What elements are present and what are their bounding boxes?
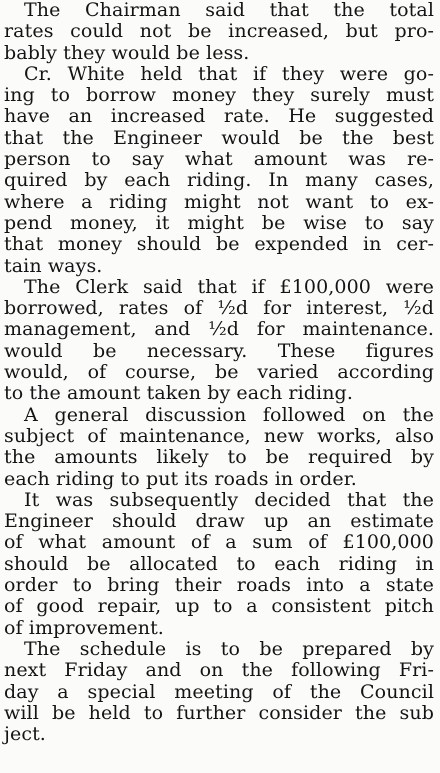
text-line: should be allocated to each riding in <box>4 552 434 575</box>
text-line: The schedule is to be prepared by <box>24 637 434 660</box>
paragraph-clerk <box>0 277 440 405</box>
text-line: pend money, it might be wise to say <box>4 211 434 234</box>
text-line: person to say what amount was re- <box>4 148 434 171</box>
text-line: order to bring their roads into a state <box>4 574 434 597</box>
paragraph-discussion <box>0 405 440 490</box>
text-line: each riding to put its roads in order. <box>4 467 357 490</box>
text-line: the amounts likely to be required by <box>4 446 434 469</box>
text-line: bably they would be less. <box>4 41 250 64</box>
text-line: quired by each riding. In many cases, <box>4 169 434 192</box>
paragraph-cr-white <box>0 64 440 277</box>
text-line: where a riding might not want to ex- <box>4 190 434 213</box>
text-line: ject. <box>4 723 46 746</box>
text-line: management, and ½d for maintenance. <box>4 318 434 341</box>
paragraph-chairman <box>0 0 440 64</box>
text-line: ing to borrow money they surely must <box>4 84 434 107</box>
text-line: subject of maintenance, new works, also <box>4 424 434 447</box>
text-line: have an increased rate. He suggested <box>4 105 434 128</box>
text-line: borrowed, rates of ½d for interest, ½d <box>4 297 434 320</box>
text-line: day a special meeting of the Council <box>4 680 434 703</box>
text-line: next Friday and on the following Fri- <box>4 659 434 682</box>
text-line: would, of course, be varied according <box>4 361 434 384</box>
paragraph-decision <box>0 490 440 639</box>
text-line: of good repair, up to a consistent pitch <box>4 595 434 618</box>
text-line: The Clerk said that if £100,000 were <box>24 275 434 298</box>
text-line: that money should be expended in cer- <box>4 233 434 256</box>
paragraph-schedule <box>0 639 440 745</box>
text-line: Engineer should draw up an estimate <box>4 510 434 533</box>
text-line: It was subsequently decided that the <box>24 488 434 511</box>
text-line: to the amount taken by each riding. <box>4 382 353 405</box>
text-line: that the Engineer would be the best <box>4 126 434 149</box>
text-line: The Chairman said that the total <box>24 0 434 21</box>
text-line: of improvement. <box>4 616 164 639</box>
text-line: rates could not be increased, but pro- <box>4 20 434 43</box>
text-line: will be held to further consider the sub <box>4 701 434 724</box>
text-line: of what amount of a sum of £100,000 <box>4 531 434 554</box>
text-line: A general discussion followed on the <box>24 403 434 426</box>
text-line: would be necessary. These figures <box>4 339 434 362</box>
text-line: tain ways. <box>4 254 103 277</box>
text-line: Cr. White held that if they were go- <box>24 62 434 85</box>
